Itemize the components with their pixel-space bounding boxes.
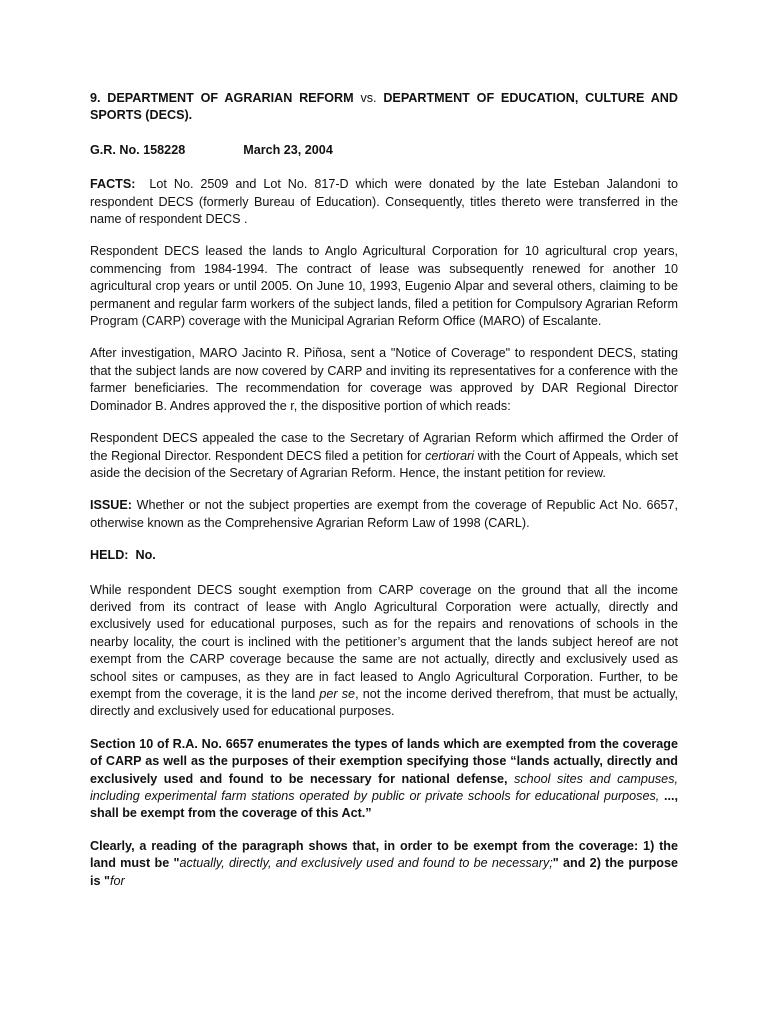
issue-text: Whether or not the subject properties are exempt from the coverage of Republic Act No. 6657, otherwise known as the Comprehensive Agrarian Reform Law of 1998 (CARL).: [90, 498, 678, 530]
facts-label: FACTS:: [90, 177, 136, 192]
while-text-after: , not the income derived therefrom, that must be actually, directly and exclusively used for educational purposes.: [90, 686, 678, 719]
clearly-text-italic1: actually, directly, and exclusively used and found to be necessary;: [179, 856, 553, 871]
while-text-italic: per se: [319, 686, 356, 701]
clearly-paragraph: [90, 838, 678, 890]
case-title: [90, 90, 678, 125]
gr-number: G.R. No. 158228: [90, 142, 186, 157]
appeal-paragraph: [90, 430, 678, 482]
investigation-paragraph: After investigation, MARO Jacinto R. Piñosa, sent a "Notice of Coverage" to respondent DECS, stating that the subject lands are now covered by CARP and inviting its representatives for a conference with the farmer beneficiaries. The recommendation for coverage was approved by DAR Regional Director Dominador B. Andres approved the r, the dispositive portion of which reads:: [90, 346, 678, 413]
section-paragraph: [90, 736, 678, 823]
appeal-text-italic: certiorari: [425, 448, 475, 463]
appeal-text-after: with the Court of Appeals, which set aside the decision of the Secretary of Agrarian Reform. Hence, the instant petition for review.: [90, 448, 679, 480]
held-paragraph: [90, 547, 678, 564]
section-text-italic: school sites and campuses, including experimental farm stations operated by public or private schools for educational purposes,: [90, 771, 678, 803]
case-title-vs: vs.: [360, 91, 377, 105]
issue-label: ISSUE:: [90, 498, 132, 513]
case-reference: [90, 142, 678, 159]
clearly-text-middle: " and 2) the purpose is ": [90, 856, 678, 888]
clearly-text-before: Clearly, a reading of the paragraph shows that, in order to be exempt from the coverage: 1) the land must be ": [90, 838, 678, 871]
while-paragraph: [90, 582, 678, 721]
appeal-text-before: Respondent DECS appealed the case to the Secretary of Agrarian Reform which affirmed the Order of the Regional Director. Respondent DECS filed a petition for: [90, 431, 678, 463]
facts-text: Lot No. 2509 and Lot No. 817-D which were donated by the late Esteban Jalandoni to respondent DECS (formerly Bureau of Education). Consequently, titles thereto were transferred in the name of respondent DECS .: [90, 177, 678, 227]
while-text-before: While respondent DECS sought exemption from CARP coverage on the ground that all the income derived from its contract of lease with Anglo Agricultural Corporation were actually, directly and exclusively used for educational purposes, such as for the repairs and renovations of schools in the nearby locality, the court is inclined with the petitioner’s argument that the lands subject hereof are not exempt from the CARP coverage because the same are not actually, directly and exclusively used as school sites or campuses, as they are in fact leased to Anglo Agricultural Corporation. Further, to be exempt from the coverage, it is the land: [90, 582, 678, 701]
case-title-part1: 9. DEPARTMENT OF AGRARIAN REFORM: [90, 91, 361, 105]
section-text-before: Section 10 of R.A. No. 6657 enumerates the types of lands which are exempted from the coverage of CARP as well as the purposes of their exemption specifying those “lands actually, directly and exclusively used and found to be necessary for national defense,: [90, 736, 678, 786]
held-text: No.: [128, 548, 156, 563]
case-date: March 23, 2004: [243, 142, 333, 157]
case-title-part2: DEPARTMENT OF EDUCATION, CULTURE AND SPORTS (DECS).: [90, 91, 678, 123]
issue-paragraph: [90, 497, 678, 532]
facts-paragraph: [90, 176, 678, 228]
document-page: [90, 90, 678, 905]
held-label: HELD:: [90, 548, 129, 563]
lease-paragraph: Respondent DECS leased the lands to Anglo Agricultural Corporation for 10 agricultural crop years, commencing from 1984-1994. The contract of lease was subsequently renewed for another 10 agricultural crop years or until 2005. On June 10, 1993, Eugenio Alpar and several others, claiming to be permanent and regular farm workers of the subject lands, filed a petition for Compulsory Agrarian Reform Program (CARP) coverage with the Municipal Agrarian Reform Office (MARO) of Escalante.: [90, 244, 678, 329]
clearly-text-italic2: for: [109, 873, 125, 888]
section-text-after: ..., shall be exempt from the coverage of this Act.”: [90, 789, 678, 821]
